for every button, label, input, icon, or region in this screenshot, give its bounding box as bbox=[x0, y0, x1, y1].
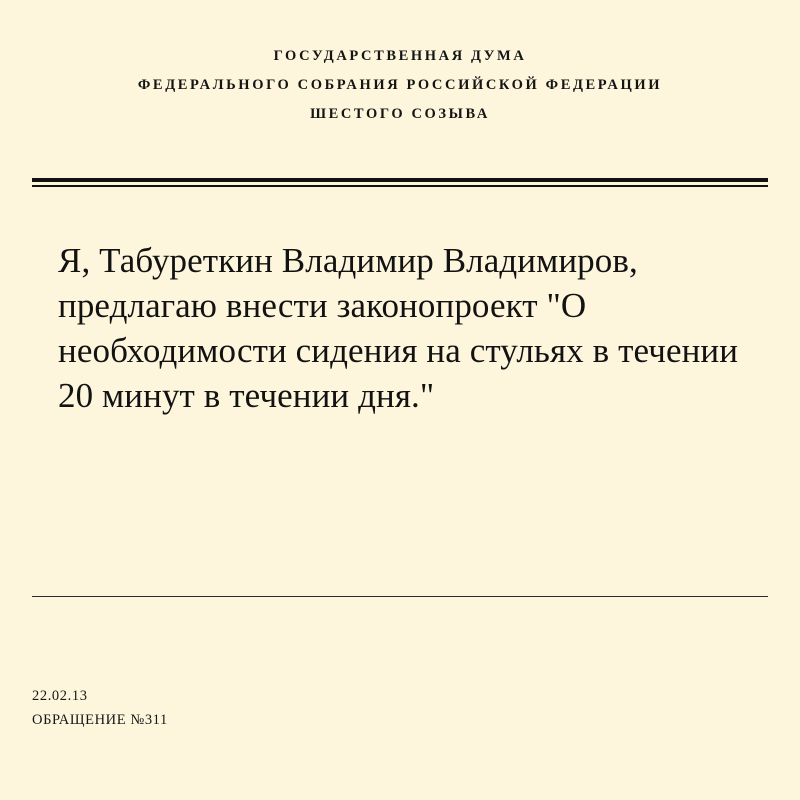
header-divider bbox=[32, 178, 768, 187]
footer-divider bbox=[32, 596, 768, 597]
document-header bbox=[0, 0, 800, 129]
document-footer bbox=[32, 684, 168, 732]
footer-date: 22.02.13 bbox=[32, 688, 88, 704]
document-body bbox=[58, 238, 740, 418]
divider-thick-bar bbox=[32, 178, 768, 182]
header-line-3: ШЕСТОГО СОЗЫВА bbox=[310, 106, 490, 122]
footer-reference: ОБРАЩЕНИЕ №311 bbox=[32, 712, 168, 728]
header-line-1: ГОСУДАРСТВЕННАЯ ДУМА bbox=[273, 48, 527, 64]
divider-thin-bar bbox=[32, 185, 768, 187]
body-paragraph: Я, Табуреткин Владимир Владимиров, предлагаю внести законопроект "О необходимости сидения на стульях в течении 20 минут в течении дня." bbox=[58, 241, 739, 415]
header-line-2: ФЕДЕРАЛЬНОГО СОБРАНИЯ РОССИЙСКОЙ ФЕДЕРАЦИИ bbox=[137, 77, 663, 93]
